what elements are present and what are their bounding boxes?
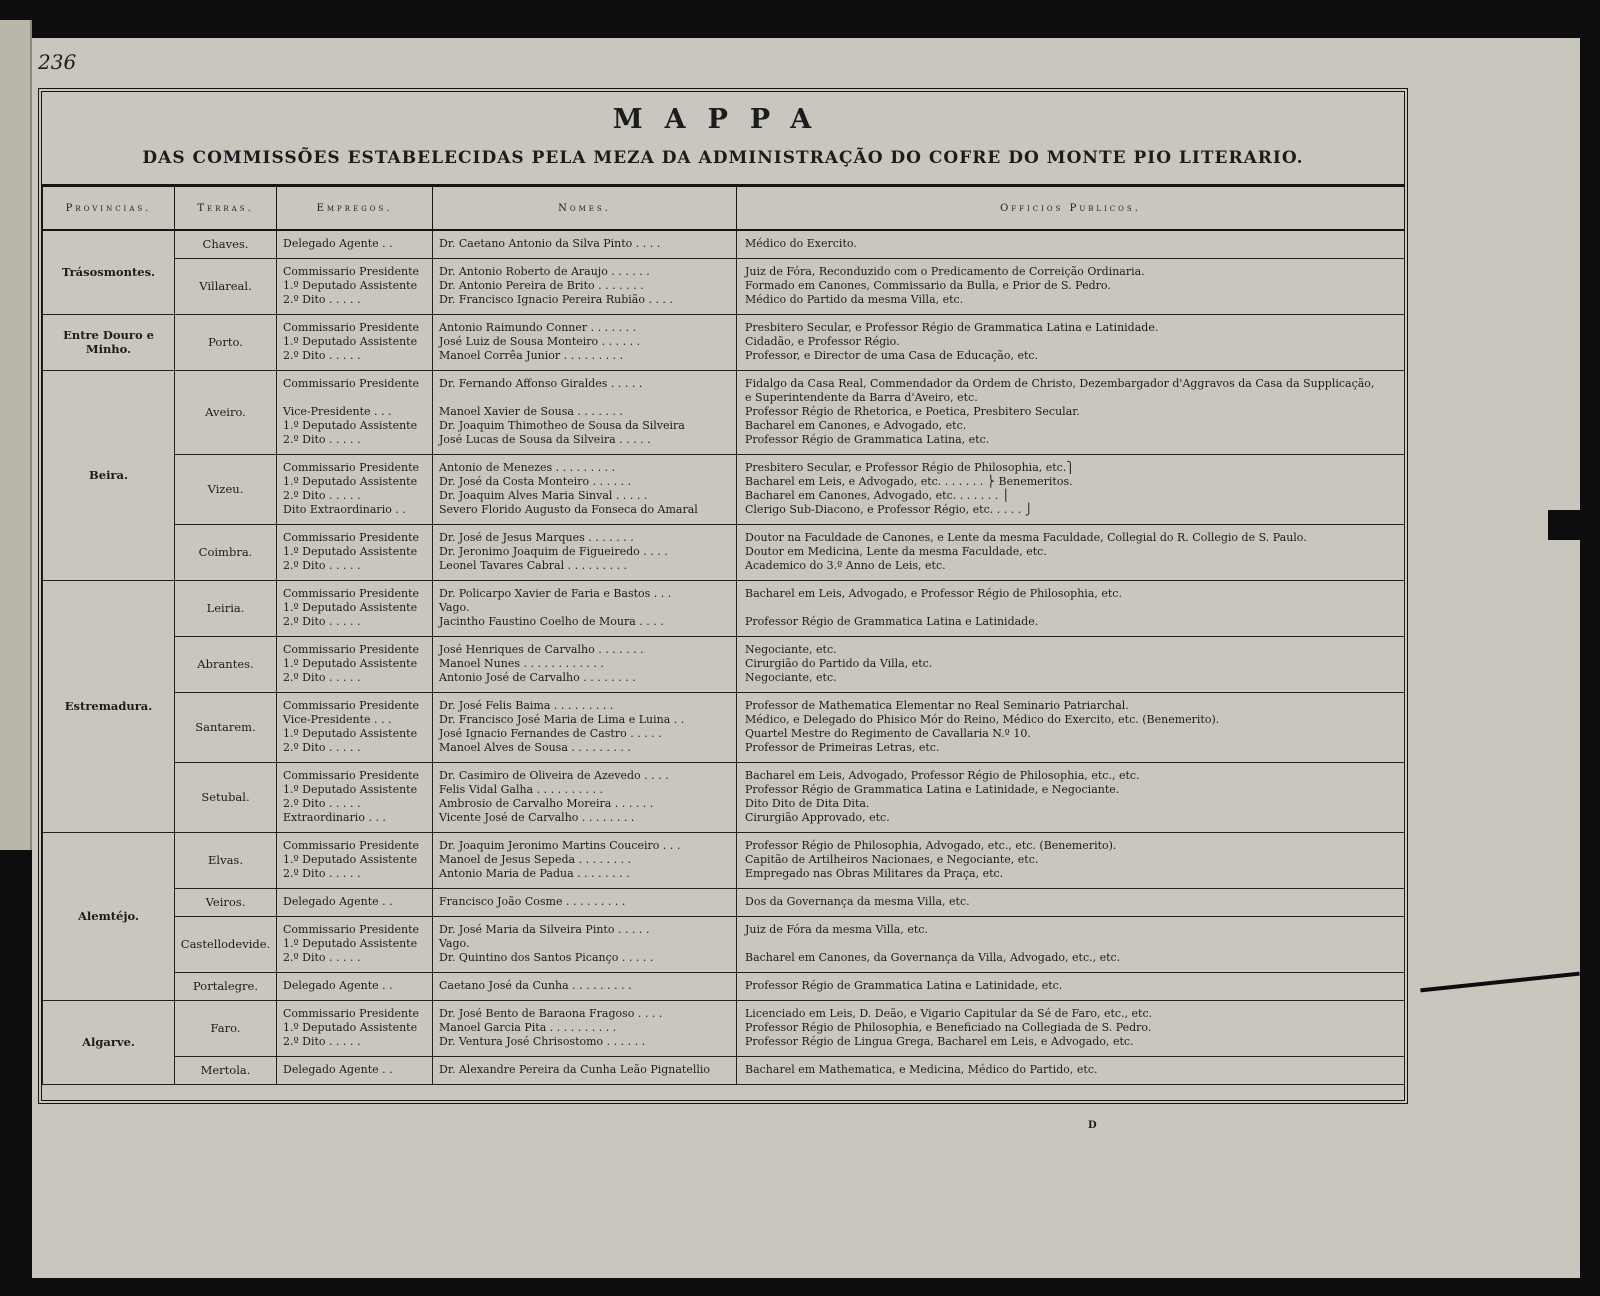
terra-cell: Villareal. (175, 258, 277, 314)
table-row (43, 454, 1405, 524)
empregos-cell: Delegado Agente . . (277, 972, 433, 1000)
terra-cell: Chaves. (175, 230, 277, 258)
table-row (43, 580, 1405, 636)
terra-cell: Santarem. (175, 692, 277, 762)
empregos-cell: Commissario Presidente Vice-Presidente . . . 1.º Deputado Assistente 2.º Dito . . . . . (277, 692, 433, 762)
province-cell: Entre Douro e Minho. (43, 314, 175, 370)
nomes-cell: Dr. Casimiro de Oliveira de Azevedo . . . . Felis Vidal Galha . . . . . . . . . . Ambrosio de Carvalho Moreira . . . . . . Vicente José de Carvalho . . . . . . . . (433, 762, 737, 832)
page-title: MAPPA (612, 104, 834, 135)
empregos-cell: Delegado Agente . . (277, 1056, 433, 1084)
terra-cell: Porto. (175, 314, 277, 370)
terra-cell: Leiria. (175, 580, 277, 636)
table-row (43, 888, 1405, 916)
officios-cell: Presbitero Secular, e Professor Régio de Grammatica Latina e Latinidade. Cidadão, e Professor Régio. Professor, e Director de uma Casa de Educação, etc. (737, 314, 1405, 370)
province-cell: Trásosmontes. (43, 230, 175, 314)
empregos-cell: Commissario Presidente 1.º Deputado Assistente 2.º Dito . . . . . (277, 636, 433, 692)
paper-tear-right (1548, 510, 1580, 540)
terra-cell: Aveiro. (175, 370, 277, 454)
officios-cell: Doutor na Faculdade de Canones, e Lente da mesma Faculdade, Collegial do R. Collegio de S. Paulo. Doutor em Medicina, Lente da mesma Faculdade, etc. Academico do 3.º Anno de Leis, etc. (737, 524, 1405, 580)
terra-cell: Veiros. (175, 888, 277, 916)
province-cell: Estremadura. (43, 580, 175, 832)
empregos-cell: Commissario Presidente 1.º Deputado Assistente 2.º Dito . . . . . (277, 524, 433, 580)
table-frame (38, 88, 1408, 1104)
officios-cell: Bacharel em Leis, Advogado, e Professor Régio de Philosophia, etc. Professor Régio de Grammatica Latina e Latinidade. (737, 580, 1405, 636)
nomes-cell: Dr. Antonio Roberto de Araujo . . . . . . Dr. Antonio Pereira de Brito . . . . . . . Dr. Francisco Ignacio Pereira Rubião . . . . (433, 258, 737, 314)
terra-cell: Castellodevide. (175, 916, 277, 972)
table-row (43, 1056, 1405, 1084)
nomes-cell: Dr. José Felis Baima . . . . . . . . . Dr. Francisco José Maria de Lima e Luina . . José Ignacio Fernandes de Castro . . . . . Manoel Alves de Sousa . . . . . . . . . (433, 692, 737, 762)
officios-cell: Médico do Exercito. (737, 230, 1405, 258)
header-officios: Officios Publicos. (737, 187, 1405, 230)
empregos-cell: Commissario Presidente Vice-Presidente . . . 1.º Deputado Assistente 2.º Dito . . . . . (277, 370, 433, 454)
nomes-cell: Dr. Alexandre Pereira da Cunha Leão Pignatellio (433, 1056, 737, 1084)
nomes-cell: Caetano José da Cunha . . . . . . . . . (433, 972, 737, 1000)
binding-margin (0, 20, 32, 850)
table-row (43, 692, 1405, 762)
terra-cell: Faro. (175, 1000, 277, 1056)
empregos-cell: Commissario Presidente 1.º Deputado Assistente 2.º Dito . . . . . (277, 916, 433, 972)
terra-cell: Coimbra. (175, 524, 277, 580)
table-row (43, 314, 1405, 370)
empregos-cell: Commissario Presidente 1.º Deputado Assistente 2.º Dito . . . . . Dito Extraordinario . . (277, 454, 433, 524)
officios-cell: Juiz de Fóra da mesma Villa, etc. Bacharel em Canones, da Governança da Villa, Advogado, etc., etc. (737, 916, 1405, 972)
officios-cell: Bacharel em Leis, Advogado, Professor Régio de Philosophia, etc., etc. Professor Régio de Grammatica Latina e Latinidade, e Negociante. Dito Dito de Dita Dita. Cirurgião Approvado, etc. (737, 762, 1405, 832)
officios-cell: Negociante, etc. Cirurgião do Partido da Villa, etc. Negociante, etc. (737, 636, 1405, 692)
commission-table-container (42, 184, 1404, 1099)
nomes-cell: Dr. Joaquim Jeronimo Martins Couceiro . . . Manoel de Jesus Sepeda . . . . . . . . Antonio Maria de Padua . . . . . . . . (433, 832, 737, 888)
nomes-cell: Dr. Policarpo Xavier de Faria e Bastos . . . Vago. Jacintho Faustino Coelho de Moura . . . . (433, 580, 737, 636)
header-nomes: Nomes. (433, 187, 737, 230)
officios-cell: Professor Régio de Grammatica Latina e Latinidade, etc. (737, 972, 1405, 1000)
officios-cell: Bacharel em Mathematica, e Medicina, Médico do Partido, etc. (737, 1056, 1405, 1084)
page-number: 236 (38, 50, 77, 74)
officios-cell: Licenciado em Leis, D. Deão, e Vigario Capitular da Sé de Faro, etc., etc. Professor Régio de Philosophia, e Beneficiado na Collegiada de S. Pedro. Professor Régio de Lingua Grega, Bacharel em Leis, e Advogado, etc. (737, 1000, 1405, 1056)
nomes-cell: Dr. Caetano Antonio da Silva Pinto . . . . (433, 230, 737, 258)
table-row (43, 832, 1405, 888)
province-cell: Alemtéjo. (43, 832, 175, 1000)
nomes-cell: Antonio de Menezes . . . . . . . . . Dr. José da Costa Monteiro . . . . . . Dr. Joaquim Alves Maria Sinval . . . . . Severo Florido Augusto da Fonseca do Amaral (433, 454, 737, 524)
empregos-cell: Commissario Presidente 1.º Deputado Assistente 2.º Dito . . . . . Extraordinario . . . (277, 762, 433, 832)
province-cell: Algarve. (43, 1000, 175, 1084)
header-terras: Terras. (175, 187, 277, 230)
table-row (43, 636, 1405, 692)
province-cell: Beira. (43, 370, 175, 580)
officios-cell: Juiz de Fóra, Reconduzido com o Predicamento de Correição Ordinaria. Formado em Canones, Commissario da Bulla, e Prior de S. Pedro. Médico do Partido da mesma Villa, etc. (737, 258, 1405, 314)
table-row (43, 258, 1405, 314)
empregos-cell: Commissario Presidente 1.º Deputado Assistente 2.º Dito . . . . . (277, 258, 433, 314)
empregos-cell: Commissario Presidente 1.º Deputado Assistente 2.º Dito . . . . . (277, 832, 433, 888)
nomes-cell: Dr. Fernando Affonso Giraldes . . . . . Manoel Xavier de Sousa . . . . . . . Dr. Joaquim Thimotheo de Sousa da Silveira José Lucas de Sousa da Silveira . . . . . (433, 370, 737, 454)
table-row (43, 524, 1405, 580)
terra-cell: Mertola. (175, 1056, 277, 1084)
empregos-cell: Commissario Presidente 1.º Deputado Assistente 2.º Dito . . . . . (277, 314, 433, 370)
nomes-cell: Dr. José Maria da Silveira Pinto . . . . . Vago. Dr. Quintino dos Santos Picanço . . . . . (433, 916, 737, 972)
terra-cell: Abrantes. (175, 636, 277, 692)
empregos-cell: Delegado Agente . . (277, 230, 433, 258)
officios-cell: Professor Régio de Philosophia, Advogado, etc., etc. (Benemerito). Capitão de Artilheiros Nacionaes, e Negociante, etc. Empregado nas Obras Militares da Praça, etc. (737, 832, 1405, 888)
empregos-cell: Delegado Agente . . (277, 888, 433, 916)
officios-cell: Fidalgo da Casa Real, Commendador da Ordem de Christo, Dezembargador d'Aggravos da Casa da Supplicação, e Superintendente da Barra d'Aveiro, etc. Professor Régio de Rhetorica, e Poetica, Presbitero Secular. Bacharel em Canones, e Advogado, etc. Professor Régio de Grammatica Latina, etc. (737, 370, 1405, 454)
officios-cell: Dos da Governança da mesma Villa, etc. (737, 888, 1405, 916)
empregos-cell: Commissario Presidente 1.º Deputado Assistente 2.º Dito . . . . . (277, 1000, 433, 1056)
header-empregos: Empregos. (277, 187, 433, 230)
nomes-cell: Antonio Raimundo Conner . . . . . . . José Luiz de Sousa Monteiro . . . . . . Manoel Corrêa Junior . . . . . . . . . (433, 314, 737, 370)
terra-cell: Elvas. (175, 832, 277, 888)
nomes-cell: Dr. José Bento de Baraona Fragoso . . . . Manoel Garcia Pita . . . . . . . . . . Dr. Ventura José Chrisostomo . . . . . . (433, 1000, 737, 1056)
commission-table (42, 187, 1405, 1085)
terra-cell: Setubal. (175, 762, 277, 832)
officios-cell: Professor de Mathematica Elementar no Real Seminario Patriarchal. Médico, e Delegado do Phisico Mór do Reino, Médico do Exercito, etc. (Benemerito). Quartel Mestre do Regimento de Cavallaria N.º 10. Professor de Primeiras Letras, etc. (737, 692, 1405, 762)
nomes-cell: Dr. José de Jesus Marques . . . . . . . Dr. Jeronimo Joaquim de Figueiredo . . . . Leonel Tavares Cabral . . . . . . . . . (433, 524, 737, 580)
header-row (43, 187, 1405, 230)
table-row (43, 230, 1405, 258)
table-row (43, 972, 1405, 1000)
terra-cell: Portalegre. (175, 972, 277, 1000)
table-row (43, 916, 1405, 972)
table-row (43, 370, 1405, 454)
officios-cell: Presbitero Secular, e Professor Régio de Philosophia, etc.⎫ Bacharel em Leis, e Advogado, etc. . . . . . . ⎬ Benemeritos. Bacharel em Canones, Advogado, etc. . . . . . . ⎪ Clerigo Sub-Diacono, e Professor Régio, etc. . . . . ⎭ (737, 454, 1405, 524)
page-subtitle: DAS COMMISSÕES ESTABELECIDAS PELA MEZA DA ADMINISTRAÇÃO DO COFRE DO MONTE PIO LITERARIO. (142, 148, 1304, 168)
table-row (43, 1000, 1405, 1056)
nomes-cell: José Henriques de Carvalho . . . . . . . Manoel Nunes . . . . . . . . . . . . Antonio José de Carvalho . . . . . . . . (433, 636, 737, 692)
terra-cell: Vizeu. (175, 454, 277, 524)
printer-mark: D (1088, 1120, 1097, 1131)
empregos-cell: Commissario Presidente 1.º Deputado Assistente 2.º Dito . . . . . (277, 580, 433, 636)
header-provincias: Provincias. (43, 187, 175, 230)
table-row (43, 762, 1405, 832)
nomes-cell: Francisco João Cosme . . . . . . . . . (433, 888, 737, 916)
